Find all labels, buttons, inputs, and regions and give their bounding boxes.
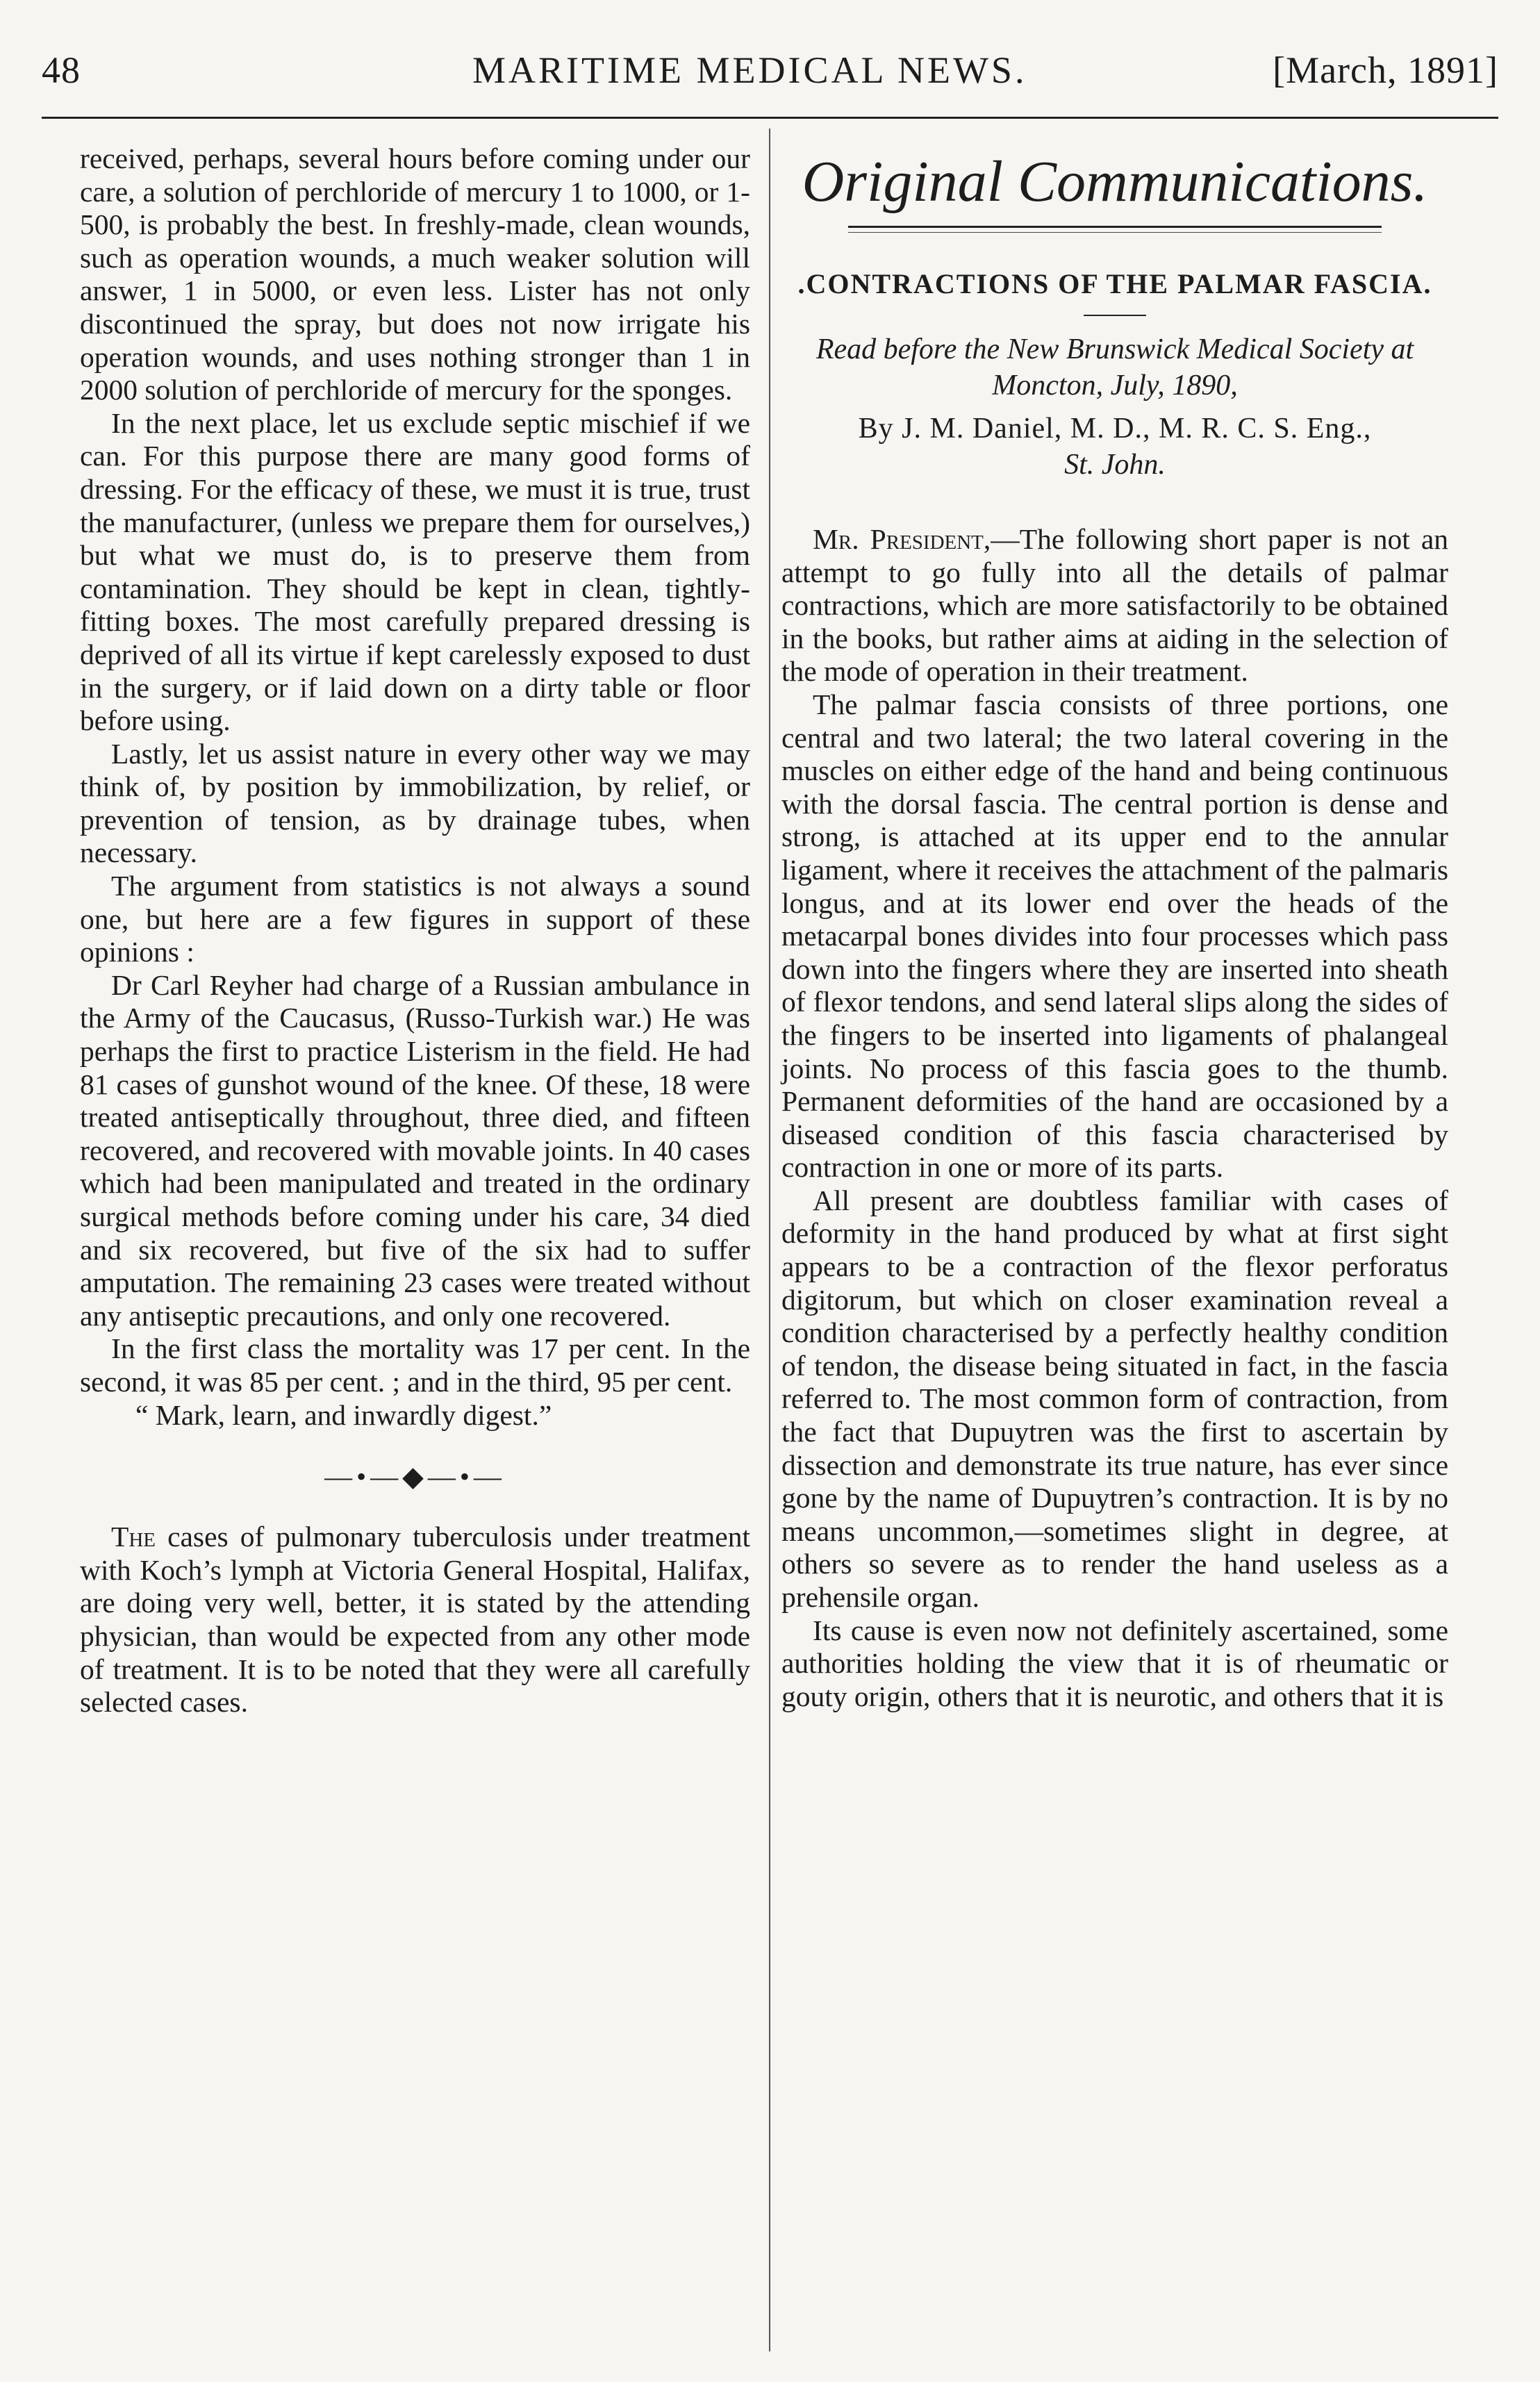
paragraph: Its cause is even now not definitely ascertained, some authorities holding the view that it is of rheumatic or gouty origin, others that it is neurotic, and others that it is <box>781 1614 1448 1712</box>
article-title: .CONTRACTIONS OF THE PALMAR FASCIA. <box>797 268 1432 299</box>
paragraph: In the next place, let us exclude septic mischief if we can. For this purpose there are many good forms of dressing. For the efficacy of these, we must it is true, trust the manufacturer, (unless we prepare them for ourselves,) but what we must do, is to preserve them from contamination. They should be kept in clean, tightly-fitting boxes. The most carefully prepared dressing is deprived of all its virtue if kept carelessly exposed to dust in the surgery, or if laid down on a dirty table or floor before using. <box>80 406 750 737</box>
paragraph: The argument from statistics is not always a sound one, but here are a few figures in support of these opinions : <box>80 870 750 968</box>
news-item-lead: The <box>111 1521 156 1553</box>
title-short-rule <box>1084 315 1146 316</box>
paragraph: Lastly, let us assist nature in every other way we may think of, by position by immobilization, by relief, or prevention of tension, as by drainage tubes, when necessary. <box>80 737 750 869</box>
author-place: St. John. <box>1064 449 1166 481</box>
article-byline: Read before the New Brunswick Medical Society at Moncton, July, 1890, <box>815 333 1414 402</box>
issue-date: [March, 1891] <box>1273 49 1498 91</box>
section-rule <box>848 226 1382 228</box>
quotation: “ Mark, learn, and inwardly digest.” <box>135 1398 552 1431</box>
news-item-text: cases of pulmonary tuberculosis under treatment with Koch’s lymph at Victoria General Hospital, Halifax, are doing very well, better, it is stated by the attending physician, than would be expected from any other mode of treatment. It is to be noted that they were all carefully selected cases. <box>80 1521 751 1719</box>
article-author: By J. M. Daniel, M. D., M. R. C. S. Eng., <box>858 413 1372 445</box>
paragraph <box>781 523 1448 688</box>
paragraph: The palmar fascia consists of three portions, one central and two lateral; the two lateral covering in the muscles on either edge of the hand and being continuous with the dorsal fascia. The central portion is dense and strong, is attached at its upper end to the annular ligament, where it receives the attachment of the palmaris longus, and at its lower end over the heads of the metacarpal bones divides into four processes which pass down into the fingers where they are inserted into sheath of flexor tendons, and send lateral slips along the sides of the fingers to be inserted into ligaments of phalangeal joints. No process of this fascia goes to the thumb. Permanent deformities of the hand are occasioned by a diseased condition of this fascia characterised by contraction in one or more of its parts. <box>781 688 1448 1184</box>
section-title: Original Communications. <box>802 149 1428 214</box>
page-header <box>42 49 1498 118</box>
section-rule-thin <box>848 232 1382 233</box>
header-rule <box>42 117 1498 119</box>
page-number: 48 <box>42 49 81 91</box>
paragraph: In the first class the mortality was 17 per cent. In the second, it was 85 per cent. ; and in the third, 95 per cent. <box>80 1332 750 1398</box>
salutation: Mr. President, <box>813 523 991 555</box>
paragraph: Dr Carl Reyher had charge of a Russian ambulance in the Army of the Caucasus, (Russo-Turkish war.) He was perhaps the first to practice Listerism in the field. He had 81 cases of gunshot wound of the knee. Of these, 18 were treated antiseptically throughout, three died, and fifteen recovered, and recovered with movable joints. In 40 cases which had been manipulated and treated in the ordinary surgical methods before coming under his care, 34 died and six recovered, but five of the six had to suffer amputation. The remaining 23 cases were treated without any antiseptic precautions, and only one recovered. <box>80 968 750 1332</box>
running-title: MARITIME MEDICAL NEWS. <box>472 49 1027 91</box>
news-item <box>80 1521 750 1719</box>
paragraph-text: —The following short paper is not an attempt to go fully into all the details of palmar contractions, which are more satisfactorily to be obtained in the books, but rather aims at aiding in the selection of the mode of operation in their treatment. <box>781 523 1448 688</box>
paragraph: All present are doubtless familiar with cases of deformity in the hand produced by what at first sight appears to be a contraction of the flexor perforatus digitorum, but which on closer examination reveal a condition characterised by a perfectly healthy condition of tendon, the disease being situated in fact, in the fascia referred to. The most common form of contraction, from the fact that Dupuytren was the first to ascertain by dissection and demonstrate its true nature, has ever since gone by the name of Dupuytren’s contraction. It is by no means uncommon,—sometimes slight in degree, at others so severe as to render the hand useless as a prehensile organ. <box>781 1184 1448 1613</box>
column-divider <box>769 129 770 2351</box>
ornament-divider: —•—◆—•— <box>324 1461 506 1493</box>
right-column <box>781 142 1448 1713</box>
left-column <box>80 142 750 1719</box>
paragraph: received, perhaps, several hours before coming under our care, a solution of perchloride of mercury 1 to 1000, or 1-500, is probably the best. In freshly-made, clean wounds, such as operation wounds, a much weaker solution will answer, 1 in 5000, or even less. Lister has not only discontinued the spray, but does not now irrigate his operation wounds, and uses nothing stronger than 1 in 2000 solution of perchloride of mercury for the sponges. <box>80 142 750 406</box>
